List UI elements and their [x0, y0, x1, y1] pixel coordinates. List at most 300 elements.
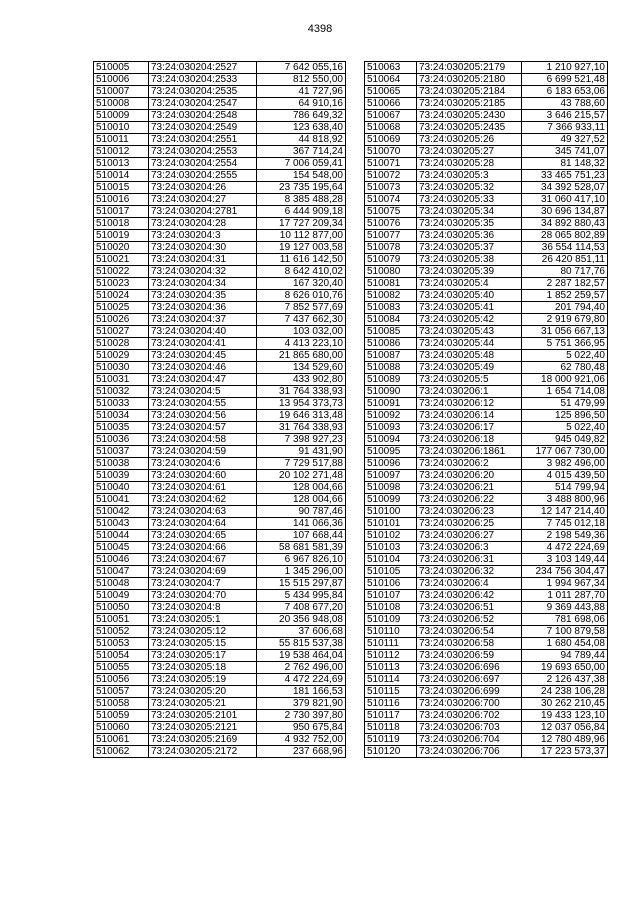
cadastral-value-cell: 786 649,32 [257, 110, 346, 122]
row-number-cell: 510053 [94, 638, 149, 650]
cadastral-value-cell: 36 554 114,53 [522, 242, 608, 254]
cadastral-number-cell: 73:24:030204:30 [149, 242, 257, 254]
cadastral-number-cell: 73:24:030205:2184 [417, 86, 522, 98]
cadastral-number-cell: 73:24:030204:64 [149, 518, 257, 530]
cadastral-value-cell: 5 022,40 [522, 350, 608, 362]
cadastral-number-cell: 73:24:030206:702 [417, 710, 522, 722]
cadastral-number-cell: 73:24:030206:703 [417, 722, 522, 734]
row-number-cell: 510049 [94, 590, 149, 602]
table-row [94, 578, 346, 590]
row-number-cell: 510017 [94, 206, 149, 218]
row-number-cell: 510083 [365, 302, 417, 314]
cadastral-number-cell: 73:24:030206:32 [417, 566, 522, 578]
page-number: 4398 [307, 23, 333, 35]
table-row [365, 746, 608, 758]
cadastral-number-cell: 73:24:030205:17 [149, 650, 257, 662]
cadastral-number-cell: 73:24:030205:2179 [417, 62, 522, 74]
cadastral-number-cell: 73:24:030204:32 [149, 266, 257, 278]
cadastral-value-cell: 19 127 003,58 [257, 242, 346, 254]
cadastral-number-cell: 73:24:030204:31 [149, 254, 257, 266]
cadastral-value-cell: 21 865 680,00 [257, 350, 346, 362]
cadastral-value-cell: 81 148,32 [522, 158, 608, 170]
cadastral-value-cell: 34 892 880,43 [522, 218, 608, 230]
cadastral-value-cell: 8 385 488,28 [257, 194, 346, 206]
cadastral-number-cell: 73:24:030204:65 [149, 530, 257, 542]
table-row [94, 710, 346, 722]
row-number-cell: 510009 [94, 110, 149, 122]
table-row [94, 386, 346, 398]
cadastral-number-cell: 73:24:030204:2547 [149, 98, 257, 110]
row-number-cell: 510023 [94, 278, 149, 290]
row-number-cell: 510051 [94, 614, 149, 626]
table-row [365, 422, 608, 434]
cadastral-value-cell: 24 238 106,28 [522, 686, 608, 698]
cadastral-value-cell: 31 056 667,13 [522, 326, 608, 338]
cadastral-value-cell: 345 741,07 [522, 146, 608, 158]
cadastral-number-cell: 73:24:030205:2180 [417, 74, 522, 86]
cadastral-value-cell: 20 356 948,08 [257, 614, 346, 626]
cadastral-value-cell: 44 818,92 [257, 134, 346, 146]
cadastral-value-cell: 3 982 496,00 [522, 458, 608, 470]
table-row [94, 110, 346, 122]
cadastral-number-cell: 73:24:030206:706 [417, 746, 522, 758]
table-row [94, 254, 346, 266]
table-row [365, 338, 608, 350]
cadastral-value-cell: 91 431,90 [257, 446, 346, 458]
cadastral-number-cell: 73:24:030204:5 [149, 386, 257, 398]
table-row [94, 494, 346, 506]
cadastral-number-cell: 73:24:030205:2121 [149, 722, 257, 734]
cadastral-value-cell: 7 745 012,18 [522, 518, 608, 530]
cadastral-value-cell: 945 049,82 [522, 434, 608, 446]
cadastral-number-cell: 73:24:030204:41 [149, 338, 257, 350]
cadastral-value-cell: 154 548,00 [257, 170, 346, 182]
row-number-cell: 510024 [94, 290, 149, 302]
cadastral-value-cell: 17 223 573,37 [522, 746, 608, 758]
cadastral-value-cell: 1 345 296,00 [257, 566, 346, 578]
table-row [365, 650, 608, 662]
table-row [94, 590, 346, 602]
cadastral-number-cell: 73:24:030205:26 [417, 134, 522, 146]
table-row [365, 182, 608, 194]
cadastral-value-cell: 7 437 662,30 [257, 314, 346, 326]
cadastral-number-cell: 73:24:030204:56 [149, 410, 257, 422]
cadastral-value-cell: 3 646 215,57 [522, 110, 608, 122]
row-number-cell: 510101 [365, 518, 417, 530]
cadastral-value-cell: 12 147 214,40 [522, 506, 608, 518]
cadastral-number-cell: 73:24:030204:55 [149, 398, 257, 410]
cadastral-value-cell: 90 787,46 [257, 506, 346, 518]
row-number-cell: 510021 [94, 254, 149, 266]
cadastral-value-cell: 5 751 366,95 [522, 338, 608, 350]
row-number-cell: 510016 [94, 194, 149, 206]
cadastral-value-cell: 7 729 517,88 [257, 458, 346, 470]
cadastral-number-cell: 73:24:030205:32 [417, 182, 522, 194]
cadastral-value-cell: 12 037 056,84 [522, 722, 608, 734]
cadastral-value-cell: 1 654 714,08 [522, 386, 608, 398]
cadastral-number-cell: 73:24:030204:26 [149, 182, 257, 194]
table-row [365, 266, 608, 278]
cadastral-value-cell: 514 799,94 [522, 482, 608, 494]
row-number-cell: 510066 [365, 98, 417, 110]
row-number-cell: 510033 [94, 398, 149, 410]
table-row [365, 278, 608, 290]
cadastral-number-cell: 73:24:030206:58 [417, 638, 522, 650]
cadastral-value-cell: 12 780 489,96 [522, 734, 608, 746]
cadastral-value-cell: 62 780,48 [522, 362, 608, 374]
table-row [94, 554, 346, 566]
row-number-cell: 510047 [94, 566, 149, 578]
table-row [365, 506, 608, 518]
table-row [94, 398, 346, 410]
table-row [365, 110, 608, 122]
row-number-cell: 510031 [94, 374, 149, 386]
cadastral-number-cell: 73:24:030204:2535 [149, 86, 257, 98]
table-row [365, 614, 608, 626]
row-number-cell: 510022 [94, 266, 149, 278]
row-number-cell: 510064 [365, 74, 417, 86]
cadastral-value-cell: 812 550,00 [257, 74, 346, 86]
row-number-cell: 510026 [94, 314, 149, 326]
cadastral-value-cell: 2 919 679,80 [522, 314, 608, 326]
cadastral-number-cell: 73:24:030205:12 [149, 626, 257, 638]
cadastral-number-cell: 73:24:030205:4 [417, 278, 522, 290]
table-row [365, 482, 608, 494]
cadastral-number-cell: 73:24:030205:49 [417, 362, 522, 374]
row-number-cell: 510095 [365, 446, 417, 458]
cadastral-number-cell: 73:24:030206:3 [417, 542, 522, 554]
cadastral-number-cell: 73:24:030206:12 [417, 398, 522, 410]
cadastral-value-cell: 94 789,44 [522, 650, 608, 662]
cadastral-value-cell: 379 821,90 [257, 698, 346, 710]
cadastral-number-cell: 73:24:030204:2554 [149, 158, 257, 170]
cadastral-number-cell: 73:24:030205:2101 [149, 710, 257, 722]
table-row [365, 74, 608, 86]
cadastral-number-cell: 73:24:030206:31 [417, 554, 522, 566]
cadastral-number-cell: 73:24:030205:15 [149, 638, 257, 650]
cadastral-number-cell: 73:24:030205:36 [417, 230, 522, 242]
cadastral-value-cell: 28 065 802,89 [522, 230, 608, 242]
cadastral-number-cell: 73:24:030205:41 [417, 302, 522, 314]
cadastral-number-cell: 73:24:030204:2548 [149, 110, 257, 122]
cadastral-value-cell: 181 166,53 [257, 686, 346, 698]
row-number-cell: 510020 [94, 242, 149, 254]
row-number-cell: 510025 [94, 302, 149, 314]
cadastral-number-cell: 73:24:030204:2553 [149, 146, 257, 158]
cadastral-number-cell: 73:24:030204:69 [149, 566, 257, 578]
row-number-cell: 510071 [365, 158, 417, 170]
cadastral-value-cell: 4 472 224,69 [257, 674, 346, 686]
cadastral-number-cell: 73:24:030205:2430 [417, 110, 522, 122]
row-number-cell: 510106 [365, 578, 417, 590]
row-number-cell: 510014 [94, 170, 149, 182]
row-number-cell: 510034 [94, 410, 149, 422]
cadastral-number-cell: 73:24:030206:2 [417, 458, 522, 470]
table-row [365, 698, 608, 710]
cadastral-value-cell: 31 764 338,93 [257, 386, 346, 398]
cadastral-number-cell: 73:24:030205:21 [149, 698, 257, 710]
row-number-cell: 510093 [365, 422, 417, 434]
table-row [365, 242, 608, 254]
cadastral-value-cell: 11 616 142,50 [257, 254, 346, 266]
cadastral-number-cell: 73:24:030204:34 [149, 278, 257, 290]
cadastral-number-cell: 73:24:030204:70 [149, 590, 257, 602]
table-row [94, 98, 346, 110]
row-number-cell: 510065 [365, 86, 417, 98]
table-row [94, 302, 346, 314]
table-row [94, 638, 346, 650]
row-number-cell: 510058 [94, 698, 149, 710]
table-row [94, 650, 346, 662]
cadastral-number-cell: 73:24:030206:23 [417, 506, 522, 518]
cadastral-number-cell: 73:24:030204:66 [149, 542, 257, 554]
cadastral-value-cell: 4 015 439,50 [522, 470, 608, 482]
row-number-cell: 510042 [94, 506, 149, 518]
table-row [94, 206, 346, 218]
row-number-cell: 510039 [94, 470, 149, 482]
table-row [94, 734, 346, 746]
table-row [365, 398, 608, 410]
cadastral-value-cell: 9 369 443,88 [522, 602, 608, 614]
cadastral-value-cell: 103 032,00 [257, 326, 346, 338]
cadastral-value-cell: 2 198 549,36 [522, 530, 608, 542]
row-number-cell: 510005 [94, 62, 149, 74]
row-number-cell: 510105 [365, 566, 417, 578]
table-row [365, 710, 608, 722]
cadastral-number-cell: 73:24:030205:40 [417, 290, 522, 302]
cadastral-number-cell: 73:24:030206:704 [417, 734, 522, 746]
row-number-cell: 510092 [365, 410, 417, 422]
table-row [365, 350, 608, 362]
table-row [94, 314, 346, 326]
cadastral-number-cell: 73:24:030204:57 [149, 422, 257, 434]
table-row [365, 470, 608, 482]
cadastral-number-cell: 73:24:030204:35 [149, 290, 257, 302]
row-number-cell: 510091 [365, 398, 417, 410]
table-row [365, 638, 608, 650]
table-row [365, 686, 608, 698]
table-row [94, 542, 346, 554]
table-row [94, 530, 346, 542]
table-row [365, 302, 608, 314]
cadastral-value-cell: 64 910,16 [257, 98, 346, 110]
cadastral-value-cell: 141 066,36 [257, 518, 346, 530]
cadastral-value-cell: 20 102 271,48 [257, 470, 346, 482]
cadastral-value-cell: 55 815 537,38 [257, 638, 346, 650]
table-row [365, 410, 608, 422]
cadastral-value-cell: 41 727,96 [257, 86, 346, 98]
cadastral-value-cell: 6 444 909,18 [257, 206, 346, 218]
table-row [94, 518, 346, 530]
cadastral-number-cell: 73:24:030206:20 [417, 470, 522, 482]
row-number-cell: 510057 [94, 686, 149, 698]
row-number-cell: 510117 [365, 710, 417, 722]
cadastral-number-cell: 73:24:030205:34 [417, 206, 522, 218]
table-row [94, 290, 346, 302]
table-row [94, 218, 346, 230]
table-row [365, 62, 608, 74]
table-row [94, 158, 346, 170]
cadastral-number-cell: 73:24:030205:2169 [149, 734, 257, 746]
cadastral-value-cell: 19 646 313,48 [257, 410, 346, 422]
table-row [365, 542, 608, 554]
cadastral-value-cell: 3 103 149,44 [522, 554, 608, 566]
cadastral-number-cell: 73:24:030205:39 [417, 266, 522, 278]
row-number-cell: 510006 [94, 74, 149, 86]
row-number-cell: 510110 [365, 626, 417, 638]
cadastral-number-cell: 73:24:030206:700 [417, 698, 522, 710]
row-number-cell: 510087 [365, 350, 417, 362]
cadastral-number-cell: 73:24:030206:21 [417, 482, 522, 494]
table-row [94, 566, 346, 578]
table-row [94, 278, 346, 290]
cadastral-number-cell: 73:24:030204:8 [149, 602, 257, 614]
cadastral-value-cell: 5 434 995,84 [257, 590, 346, 602]
cadastral-number-cell: 73:24:030206:1 [417, 386, 522, 398]
row-number-cell: 510068 [365, 122, 417, 134]
row-number-cell: 510060 [94, 722, 149, 734]
cadastral-number-cell: 73:24:030205:35 [417, 218, 522, 230]
row-number-cell: 510118 [365, 722, 417, 734]
cadastral-value-cell: 7 100 879,58 [522, 626, 608, 638]
row-number-cell: 510098 [365, 482, 417, 494]
row-number-cell: 510075 [365, 206, 417, 218]
cadastral-value-cell: 4 472 224,69 [522, 542, 608, 554]
cadastral-value-cell: 8 642 410,02 [257, 266, 346, 278]
table-row [94, 482, 346, 494]
row-number-cell: 510054 [94, 650, 149, 662]
row-number-cell: 510038 [94, 458, 149, 470]
cadastral-value-cell: 26 420 851,11 [522, 254, 608, 266]
cadastral-value-cell: 49 327,52 [522, 134, 608, 146]
cadastral-number-cell: 73:24:030204:62 [149, 494, 257, 506]
cadastral-value-cell: 19 433 123,10 [522, 710, 608, 722]
row-number-cell: 510115 [365, 686, 417, 698]
row-number-cell: 510074 [365, 194, 417, 206]
row-number-cell: 510113 [365, 662, 417, 674]
table-row [365, 434, 608, 446]
table-row [365, 578, 608, 590]
cadastral-value-cell: 43 788,60 [522, 98, 608, 110]
row-number-cell: 510119 [365, 734, 417, 746]
table-row [94, 230, 346, 242]
cadastral-value-cell: 15 515 297,87 [257, 578, 346, 590]
table-row [365, 98, 608, 110]
cadastral-number-cell: 73:24:030204:67 [149, 554, 257, 566]
row-number-cell: 510056 [94, 674, 149, 686]
cadastral-value-cell: 19 538 464,04 [257, 650, 346, 662]
row-number-cell: 510043 [94, 518, 149, 530]
row-number-cell: 510050 [94, 602, 149, 614]
row-number-cell: 510012 [94, 146, 149, 158]
cadastral-number-cell: 73:24:030205:2172 [149, 746, 257, 758]
table-row [365, 86, 608, 98]
table-row [94, 506, 346, 518]
cadastral-value-cell: 781 698,06 [522, 614, 608, 626]
cadastral-number-cell: 73:24:030205:38 [417, 254, 522, 266]
cadastral-value-cell: 128 004,66 [257, 494, 346, 506]
cadastral-value-cell: 107 668,44 [257, 530, 346, 542]
cadastral-number-cell: 73:24:030206:17 [417, 422, 522, 434]
row-number-cell: 510044 [94, 530, 149, 542]
cadastral-number-cell: 73:24:030205:43 [417, 326, 522, 338]
cadastral-value-cell: 1 852 259,57 [522, 290, 608, 302]
table-row [94, 122, 346, 134]
table-row [94, 662, 346, 674]
cadastral-value-cell: 123 638,40 [257, 122, 346, 134]
table-row [94, 446, 346, 458]
table-row [365, 626, 608, 638]
table-row [94, 602, 346, 614]
row-number-cell: 510069 [365, 134, 417, 146]
table-row [365, 602, 608, 614]
cadastral-value-cell: 125 896,50 [522, 410, 608, 422]
cadastral-number-cell: 73:24:030205:2435 [417, 122, 522, 134]
cadastral-number-cell: 73:24:030204:2781 [149, 206, 257, 218]
table-row [365, 122, 608, 134]
table-row [365, 662, 608, 674]
cadastral-number-cell: 73:24:030204:47 [149, 374, 257, 386]
table-row [94, 350, 346, 362]
row-number-cell: 510085 [365, 326, 417, 338]
row-number-cell: 510116 [365, 698, 417, 710]
cadastral-number-cell: 73:24:030204:36 [149, 302, 257, 314]
row-number-cell: 510073 [365, 182, 417, 194]
row-number-cell: 510112 [365, 650, 417, 662]
cadastral-number-cell: 73:24:030204:45 [149, 350, 257, 362]
table-row [365, 326, 608, 338]
cadastral-number-cell: 73:24:030206:54 [417, 626, 522, 638]
cadastral-value-cell: 2 287 182,57 [522, 278, 608, 290]
table-row [365, 458, 608, 470]
cadastral-number-cell: 73:24:030206:14 [417, 410, 522, 422]
row-number-cell: 510114 [365, 674, 417, 686]
row-number-cell: 510078 [365, 242, 417, 254]
cadastral-number-cell: 73:24:030204:3 [149, 230, 257, 242]
row-number-cell: 510094 [365, 434, 417, 446]
cadastral-value-cell: 3 488 800,96 [522, 494, 608, 506]
row-number-cell: 510067 [365, 110, 417, 122]
cadastral-value-cell: 6 183 653,06 [522, 86, 608, 98]
row-number-cell: 510103 [365, 542, 417, 554]
cadastral-number-cell: 73:24:030206:51 [417, 602, 522, 614]
cadastral-value-cell: 134 529,60 [257, 362, 346, 374]
table-row [94, 686, 346, 698]
row-number-cell: 510100 [365, 506, 417, 518]
cadastral-value-cell: 1 994 967,34 [522, 578, 608, 590]
cadastral-number-cell: 73:24:030204:2533 [149, 74, 257, 86]
row-number-cell: 510088 [365, 362, 417, 374]
cadastral-number-cell: 73:24:030206:27 [417, 530, 522, 542]
table-row [365, 194, 608, 206]
row-number-cell: 510018 [94, 218, 149, 230]
row-number-cell: 510028 [94, 338, 149, 350]
cadastral-number-cell: 73:24:030204:63 [149, 506, 257, 518]
row-number-cell: 510035 [94, 422, 149, 434]
table-row [94, 146, 346, 158]
cadastral-number-cell: 73:24:030206:25 [417, 518, 522, 530]
cadastral-number-cell: 73:24:030205:27 [417, 146, 522, 158]
row-number-cell: 510037 [94, 446, 149, 458]
cadastral-number-cell: 73:24:030204:2527 [149, 62, 257, 74]
cadastral-number-cell: 73:24:030204:58 [149, 434, 257, 446]
table-row [365, 722, 608, 734]
table-row [365, 446, 608, 458]
table-row [94, 410, 346, 422]
row-number-cell: 510015 [94, 182, 149, 194]
row-number-cell: 510059 [94, 710, 149, 722]
row-number-cell: 510107 [365, 590, 417, 602]
